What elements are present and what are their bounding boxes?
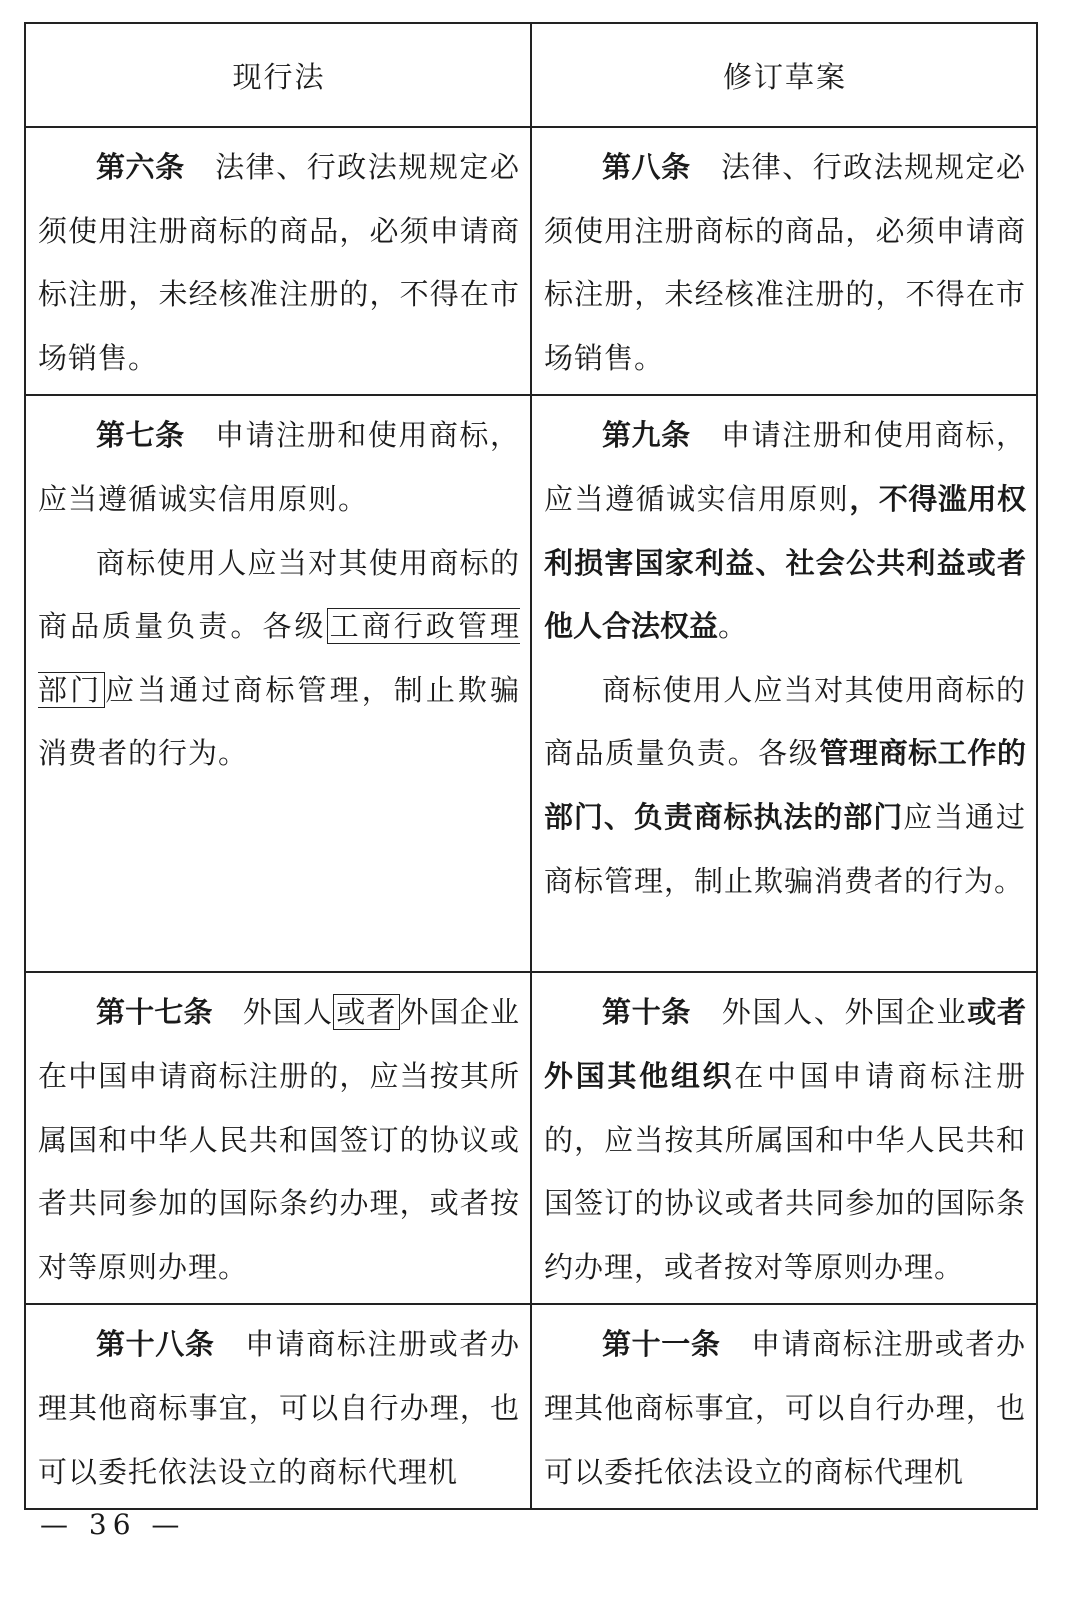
article-number: 第十一条: [602, 1327, 721, 1362]
article-number: 第十八条: [96, 1327, 215, 1362]
article-paragraph: [38, 404, 520, 531]
article-number: 第九条: [602, 418, 691, 453]
article-text: 外国企业在中国申请商标注册的，应当按其所属国和中华人民共和国签订的协议或者共同参加的国际条约办理，或者按对等原则办理。: [38, 995, 520, 1284]
article-text: 。: [718, 609, 749, 644]
current-law-cell: [25, 127, 531, 395]
header-draft: 修订草案: [531, 23, 1037, 127]
article-text: 在中国申请商标注册的，应当按其所属国和中华人民共和国签订的协议或者共同参加的国际条约办理，或者按对等原则办理。: [544, 1058, 1026, 1284]
article-number: 第十条: [602, 995, 692, 1030]
page-number: — 36 —: [40, 1508, 186, 1541]
article-paragraph: [544, 659, 1026, 913]
article-paragraph: [544, 1313, 1026, 1504]
draft-cell: [531, 1304, 1037, 1509]
table-body: [25, 127, 1037, 1509]
article-text: 申请注册和使用商标，应当遵循诚实信用原则: [544, 418, 1026, 516]
table-header-row: [25, 23, 1037, 127]
current-law-cell: [25, 972, 531, 1304]
draft-cell: [531, 395, 1037, 972]
article-text: 商标使用人应当对其使用商标的商品质量负责。各级: [38, 545, 520, 644]
current-law-cell: [25, 1304, 531, 1509]
article-text: 应当通过商标管理，制止欺骗消费者的行为。: [38, 672, 520, 771]
article-number: 第六条: [96, 150, 185, 184]
table-row: [25, 1304, 1037, 1509]
article-text: 法律、行政法规规定必须使用注册商标的商品，必须申请商标注册，未经核准注册的，不得在市场销售。: [38, 150, 520, 375]
article-text: 外国人: [212, 995, 334, 1030]
header-current-law: 现行法: [25, 23, 531, 127]
draft-cell: [531, 127, 1037, 395]
article-text: 申请商标注册或者办理其他商标事宜，可以自行办理，也可以委托依法设立的商标代理机: [38, 1327, 520, 1489]
added-text: 或者外国其他组织: [544, 995, 1026, 1093]
article-number: 第八条: [602, 150, 691, 184]
table-row: [25, 127, 1037, 395]
added-text: ，不得滥用权利损害国家利益、社会公共利益或者他人合法权益: [544, 481, 1026, 644]
table-row: [25, 395, 1037, 972]
deleted-text: 或者: [333, 994, 399, 1030]
article-paragraph: [38, 136, 520, 390]
article-text: 法律、行政法规规定必须使用注册商标的商品，必须申请商标注册，未经核准注册的，不得在市场销售。: [544, 150, 1026, 375]
article-text: 商标使用人应当对其使用商标的商品质量负责。各级: [544, 672, 1026, 771]
article-paragraph: [38, 981, 520, 1299]
comparison-table: [24, 22, 1038, 1510]
draft-cell: [531, 972, 1037, 1304]
current-law-cell: [25, 395, 531, 972]
article-number: 第十七条: [96, 995, 213, 1030]
article-paragraph: [38, 532, 520, 786]
article-text: 申请注册和使用商标，应当遵循诚实信用原则。: [38, 418, 520, 516]
deleted-text: 工商行政管理部门: [38, 609, 520, 707]
table-row: [25, 972, 1037, 1304]
article-paragraph: [544, 136, 1026, 390]
article-paragraph: [544, 981, 1026, 1299]
article-paragraph: [38, 1313, 520, 1504]
article-number: 第七条: [96, 418, 185, 453]
article-text: 申请商标注册或者办理其他商标事宜，可以自行办理，也可以委托依法设立的商标代理机: [544, 1327, 1026, 1489]
article-paragraph: [544, 404, 1026, 658]
article-text: 应当通过商标管理，制止欺骗消费者的行为。: [544, 799, 1026, 898]
article-text: 外国人、外国企业: [691, 995, 968, 1030]
added-text: 管理商标工作的部门、负责商标执法的部门: [544, 736, 1026, 834]
